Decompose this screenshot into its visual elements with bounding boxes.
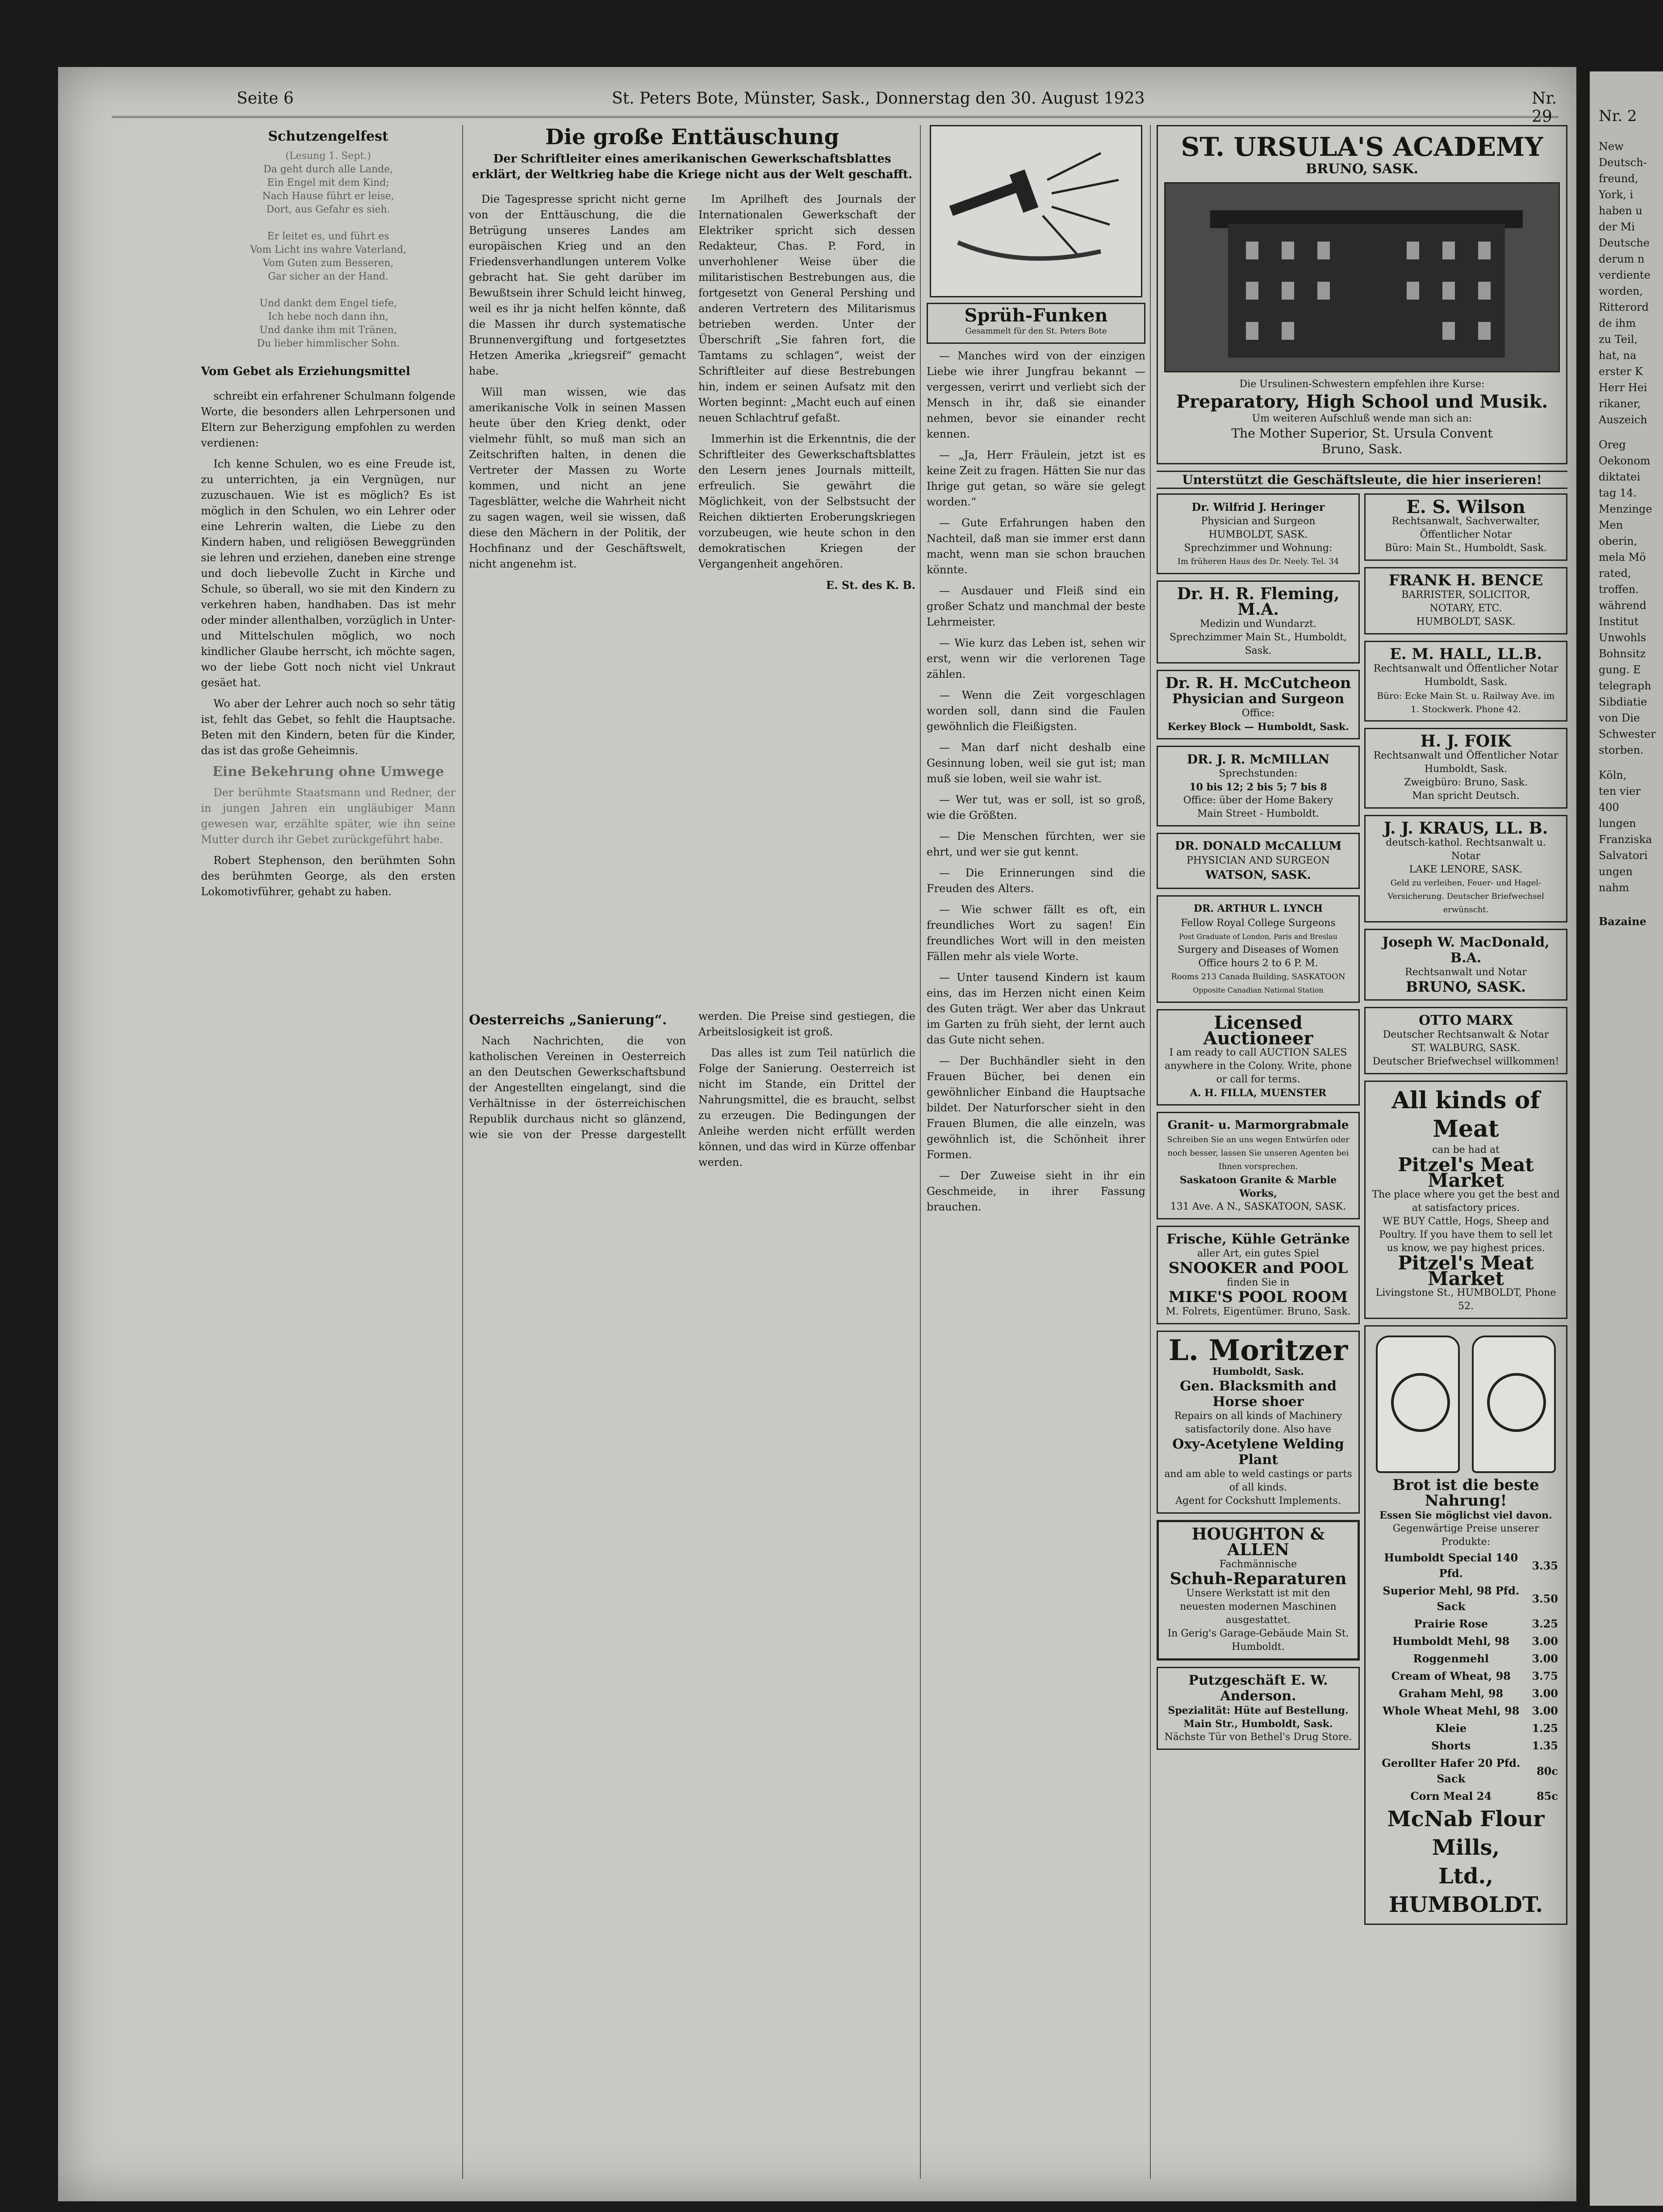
decorative-illustration [930,125,1142,297]
ad-mccallum [1157,833,1360,889]
ads-area [1157,125,1567,2161]
ad-marx [1364,1007,1567,1074]
ad-line: can be had at [1432,1144,1500,1156]
ad-line: LAKE LENORE, SASK. [1409,864,1523,875]
ad-name: Dr. H. R. Fleming, M.A. [1177,584,1340,619]
ad-line: Medizin und Wundarzt. [1199,618,1317,630]
ad-name: E. S. Wilson [1406,497,1525,518]
ad-name: HOUGHTON & ALLEN [1191,1525,1325,1559]
ad-line: ST. WALBURG, SASK. [1411,1043,1521,1054]
article-paragraph: Der berühmte Staatsmann und Redner, der in jungen Jahren ein ungläubiger Mann gewesen war, erzählte später, wie ihn seine Mutter durch ihr Gebet zurückgeführt habe. [201,786,455,846]
academy-courses: Preparatory, High School und Musik. [1176,391,1548,412]
ad-line: Zweigbüro: Bruno, Sask. [1404,777,1528,788]
aphorism: — „Ja, Herr Fräulein, jetzt ist es keine Zeit zu fragen. Hätten Sie nur das Ihrige gut getan, so wäre sie gelegt worden.“ [927,449,1145,508]
price-row: Cream of Wheat, 98 3.75 [1391,1669,1558,1682]
ad-line: aller Art, ein gutes Spiel [1197,1248,1319,1259]
poem-line: Du lieber himmlischer Sohn. [257,338,400,349]
article-paragraph: Ich kenne Schulen, wo es eine Freude ist, zu unterrichten, ja ein Vergnügen, nur zuzuschauen. Wie ist es möglich? Es ist möglich in den Schulen, wo ein Lehrer oder eine Lehrerin walten, die Liebe zu den Kindern haben, und religiösen Beweggründen sie lehren und erziehen, daneben eine strenge und doch liebevolle Zucht in Kirche und Schule, so überall, wo sie mit den Kindern zu verkehren haben, handhaben. Das ist mehr oder minder allenthalben, vorzüglich in Unter- und Mittelschulen möglich, wo noch kindlicher Glaube herrscht, ich möchte sagen, wo der liebe Gott noch nicht viel Unkraut gesäet hat. [201,458,455,689]
ad-line: Fellow Royal College Surgeons [1181,918,1336,929]
ad-line: Rechtsanwalt und Notar [1405,967,1527,978]
ad-line: Kerkey Block — Humboldt, Sask. [1167,721,1349,733]
ad-line: HUMBOLDT, SASK. [1208,529,1308,540]
poem-title: Schutzengelfest [268,129,389,144]
ad-line: Fachmännische [1219,1559,1297,1570]
ad-line: MIKE'S POOL ROOM [1168,1288,1348,1306]
ad-line: Office: über der Home Bakery [1183,795,1333,806]
poem [201,163,455,351]
academy-line: Um weiteren Aufschluß wende man sich an: [1252,413,1472,424]
ad-line: finden Sie in [1227,1277,1290,1288]
aphorism: — Wenn die Zeit vorgeschlagen worden soll, dann sind die Faulen gewöhnlich die Fleißigsten. [927,689,1145,733]
ad-line: Office hours 2 to 6 P. M. [1198,958,1318,969]
ad-line: Gen. Blacksmith and Horse shoer [1179,1378,1337,1410]
article-lead: Der Schriftleiter eines amerikanischen Gewerkschaftsblattes erklärt, der Weltkrieg habe die Kriege nicht aus der Welt geschafft. [472,152,913,181]
flour-sack-image [1376,1336,1460,1473]
ad-flour [1364,1325,1567,1925]
column-3 [927,125,1145,2161]
ad-fleming [1157,580,1360,664]
academy-contact: The Mother Superior, St. Ursula Convent [1231,426,1493,441]
ad-line: In Gerig's Garage-Gebäude Main St. Humboldt. [1167,1628,1349,1653]
ad-line: Deutscher Briefwechsel willkommen! [1372,1056,1559,1067]
ad-line: Rooms 213 Canada Building, SASKATOON [1171,972,1345,981]
ad-line: 131 Ave. A N., SASKATOON, SASK. [1170,1201,1346,1212]
ad-line: Büro: Main St., Humboldt, Sask. [1385,543,1547,554]
poem-line: Ein Engel mit dem Kind; [267,177,389,188]
ad-line: The place where you get the best and at satisfactory prices. [1372,1189,1560,1214]
ad-line: and am able to weld castings or parts of all kinds. [1164,1469,1352,1493]
ad-line: NOTARY, ETC. [1429,603,1502,614]
support-banner: Unterstützt die Geschäftsleute, die hier inserieren! [1157,471,1567,489]
ad-anderson [1157,1667,1360,1750]
ad-line: Sprechstunden: [1219,768,1298,779]
ad-line: Livingstone St., HUMBOLDT, Phone 52. [1375,1287,1556,1312]
aphorism: — Der Zuweise sieht in ihr ein Geschmeide, in ihrer Fassung brauchen. [927,1169,1145,1213]
aphorism: — Unter tausend Kindern ist kaum eins, das im Herzen nicht einen Keim des Guten trägt. Wer aber das Unkraut im Garten zu früh sieht, der lernt auch das Gute nicht sehen. [927,971,1145,1046]
ad-pool [1157,1226,1360,1324]
ad-line: Sprechzimmer und Wohnung: [1184,543,1333,554]
poem-line: Und danke ihm mit Tränen, [259,325,397,336]
poem-line: Nach Hause führt er leise, [262,191,394,202]
ad-line: Rechtsanwalt, Sachverwalter, [1391,516,1540,527]
ad-line: A. H. FILLA, MUENSTER [1190,1087,1327,1099]
hammer-sparks-icon [931,126,1138,293]
ad-name: All kinds of Meat [1391,1087,1540,1143]
price-row: Humboldt Special 140 Pfd. 3.35 [1384,1551,1558,1580]
aphorism: — Der Buchhändler sieht in den Frauen Bücher, bei denen ein gewöhnlicher Einband die Hauptsache bildet. Der Naturforscher sieht in den Frauen Blumen, die alle einzeln, was gewöhnlich ist, die Schönheit ihrer Formen. [927,1055,1145,1161]
ad-line: PHYSICIAN AND SURGEON [1187,855,1330,866]
ad-line: Deutscher Rechtsanwalt & Notar [1383,1029,1549,1040]
ad-line: Humboldt, Sask. [1212,1366,1304,1377]
price-row: Graham Mehl, 98 3.00 [1399,1687,1558,1700]
poem-line: Vom Guten zum Besseren, [263,258,394,269]
ad-line: 10 bis 12; 2 bis 5; 7 bis 8 [1189,781,1327,793]
article-paragraph: Robert Stephenson, den berühmten Sohn des berühmten George, als den ersten Lokomotivführer, gehabt zu haben. [201,854,455,898]
ad-academy [1157,125,1567,464]
ad-granite [1157,1112,1360,1219]
column-banner [927,303,1145,344]
ad-macdonald [1364,929,1567,1001]
newspaper-page [58,67,1576,2201]
column-2 [469,125,915,2161]
ad-line: Spezialität: Hüte auf Bestellung. [1168,1705,1349,1716]
article-paragraph: Nach Nachrichten, die von katholischen Vereinen in Oesterreich an den Deutschen Gewerkschaftsbund der Angestellten eingelangt, sind die Verhältnisse in der österreichischen Republik durchaus nicht so glänzend, wie sie von der Presse dargestellt werden. Die Preise sind gestiegen, die Arbeitslosigkeit ist groß. [469,1010,915,1141]
ad-line: Office: [1241,708,1275,719]
ad-name: Licensed Auctioneer [1203,1012,1313,1049]
ad-line: I am ready to call AUCTION SALES anywhere in the Colony. Write, phone or call for terms. [1164,1047,1352,1085]
article-paragraph: Im Aprilheft des Journals der Internationalen Gewerkschaft der Elektriker spricht sich dessen Redakteur, Chas. P. Ford, in unverhohlener Weise über die militaristischen Bestrebungen aus, die fortgesetzt von General Pershing und anderen Vertretern des Militarismus betrieben werden. Unter der Überschrift „Sie fahren fort, die Tamtams zu schlagen“, weist der Schriftleiter auf diese Bestrebungen hin, indem er seinen Aufsatz mit den Worten beginnt: „Macht euch auf einen neuen Schlachtruf gefaßt. [698,193,915,424]
ad-line: Oxy-Acetylene Welding Plant [1172,1436,1344,1468]
ad-line: Post Graduate of London, Paris and Breslau [1179,932,1337,941]
poem-line: Vom Licht ins wahre Vaterland, [250,244,406,255]
poem-line: Er leitet es, und führt es [267,231,389,242]
poem-subtitle: (Lesung 1. Sept.) [285,150,371,162]
ad-auctioneer [1157,1009,1360,1106]
poem-line: Und dankt dem Engel tiefe, [259,298,397,309]
article-headline: Die große Enttäuschung [545,125,840,150]
ad-company: McNab Flour Mills, [1387,1807,1545,1860]
ad-mcmillan [1157,746,1360,826]
article-paragraph: Wo aber der Lehrer auch noch so sehr tätig ist, fehlt das Gebet, so fehlt die Hauptsache. Beten mit den Kindern, beten für die Kinder, das ist das große Geheimnis. [201,697,455,757]
poem-line: Da geht durch alle Lande, [263,164,393,175]
ad-name: J. J. KRAUS, LL. B. [1383,819,1548,838]
aphorism: — Wie schwer fällt es oft, ein freundliches Wort zu sagen! Ein freundliches Wort will in den meisten Fällen mehr als viele Worte. [927,903,1145,963]
ad-name: DR. ARTHUR L. LYNCH [1194,903,1323,914]
aphorism: — Die Menschen fürchten, wer sie ehrt, und wer sie gut kennt. [927,830,1145,858]
ad-name: DR. J. R. McMILLAN [1187,752,1330,767]
article-subheadline: Oesterreichs „Sanierung“. [469,1012,667,1028]
ad-line: Repairs on all kinds of Machinery satisfactorily done. Also have [1174,1411,1342,1435]
price-row: Shorts 1.35 [1431,1739,1558,1752]
ad-line: Essen Sie möglichst viel davon. [1379,1510,1552,1521]
column-rule [462,125,463,2179]
price-row: Roggenmehl 3.00 [1413,1652,1558,1665]
ad-meat [1364,1081,1567,1319]
ad-hall [1364,641,1567,722]
ad-line: Sprechzimmer Main St., Humboldt, Sask. [1169,632,1347,656]
ad-line: SNOOKER and POOL [1168,1259,1348,1277]
ad-line: Humboldt, Sask. [1424,676,1508,688]
ad-name: Joseph W. MacDonald, B.A. [1382,935,1550,966]
academy-place: BRUNO, SASK. [1305,161,1419,177]
page-number: Seite 6 [237,89,294,108]
ad-line: Surgery and Diseases of Women [1178,944,1339,956]
column-title: Sprüh-Funken [964,305,1108,326]
ads-left [1157,493,1360,1931]
column-rule [920,125,921,2179]
article-paragraph: Das alles ist zum Teil natürlich die Folge der Sanierung. Oesterreich ist nicht im Stande, ein Drittel der Nahrungsmittel, die es braucht, selbst zu erzeugen. Die Bedingungen der Anleihe werden nicht erfüllt werden können, und das wird in Kürze offenbar werden. [698,1047,915,1169]
ad-wilson [1364,493,1567,561]
article-paragraph: Will man wissen, wie das amerikanische Volk in seinen Massen heute über den Krieg denkt, oder vielmehr fühlt, so muß man sich an Zeitschriften halten, in denen die Vertreter der Massen zu Worte kommen, und nicht an jene Tagesblätter, welche die Wahrheit nicht zu sagen wagen, weil sie wissen, daß diese den Mächern in der Politik, der Hochfinanz und der Geschäftswelt, nicht angenehm ist. [469,386,686,570]
issue-number: Nr. 29 [1532,89,1557,126]
ad-line: Nächste Tür von Bethel's Drug Store. [1164,1732,1352,1743]
article-paragraph: Immerhin ist die Erkenntnis, die der Schriftleiter des Gewerkschaftsblattes den Lesern jenes Journals mitteilt, erfreulich. Sie gewährt die Möglichkeit, von der Selbstsucht der Reichen diktierten Eroberungskriegen vorzubeugen, wie heute schon in den demokratischen Kriegen der Vergangenheit angehören. [698,433,915,570]
ad-line: BRUNO, SASK. [1405,978,1526,995]
flour-sacks [1372,1331,1560,1477]
adjacent-page-text: New Deutsch- freund, York, i haben u der Mi Deutsche derum n verdiente worden, Ritterord de ihm zu Teil, hat, na erster K Herr Hei rikaner, Auszeich Oreg Oekonom diktatei tag 14. Menzinge Men oberin, mela Mö rated, troffen. während Institut Unwohls Bohnsitz gung. E telegraph Sibdiatie von Die Schwester storben. Köln, ten vier 400 lungen Franziska Salvatori ungen nahm Bazaine [1599,140,1656,928]
aphorism: — Ausdauer und Fleiß sind ein großer Schatz und manchmal der beste Lehrmeister. [927,584,1145,628]
aphorism: — Die Erinnerungen sind die Freuden des Alters. [927,867,1145,895]
ad-name: OTTO MARX [1419,1013,1513,1028]
ad-line: Main Str., Humboldt, Sask. [1183,1718,1333,1730]
ad-name: FRANK H. BENCE [1388,572,1543,589]
ad-line: Physician and Surgeon [1201,516,1316,527]
ad-line: WATSON, SASK. [1205,868,1311,882]
price-list [1372,1549,1560,1805]
ad-line: Saskatoon Granite & Marble Works, [1179,1174,1337,1199]
ad-name: Putzgeschäft E. W. Anderson. [1188,1673,1328,1704]
ad-line: Im früheren Haus des Dr. Neely. Tel. 34 [1177,557,1339,566]
ad-line: M. Folrets, Eigentümer. Bruno, Sask. [1166,1306,1351,1317]
price-row: Corn Meal 24 85c [1410,1790,1558,1803]
academy-contact-place: Bruno, Sask. [1321,442,1403,456]
ad-line: Büro: Ecke Main St. u. Railway Ave. im 1. Stockwerk. Phone 42. [1377,690,1555,714]
ad-line: Man spricht Deutsch. [1412,790,1520,801]
ad-line: Agent for Cockshutt Implements. [1175,1495,1341,1507]
ad-company: Ltd., HUMBOLDT. [1388,1864,1543,1917]
column-subtitle: Gesammelt für den St. Peters Bote [965,326,1107,336]
article-subheadline: Eine Bekehrung ohne Umwege [212,764,444,780]
ad-line: Geld zu verleihen, Feuer- und Hagel-Versicherung. Deutscher Briefwechsel erwünscht. [1387,878,1544,914]
ad-kraus [1364,815,1567,922]
aphorism: — Manches wird von der einzigen Liebe wie ihrer Jungfrau bekannt — vergessen, verirrt und verliebt sich der Mensch in ihr, daß sie einander nehmen, bevor sie einander recht kennen. [927,350,1145,440]
article-body-2 [469,1009,915,2036]
ad-name: L. Moritzer [1168,1334,1348,1367]
ad-name: Dr. R. H. McCutcheon [1165,674,1351,692]
price-row: Superior Mehl, 98 Pfd. Sack 3.50 [1383,1584,1558,1613]
academy-title: ST. URSULA'S ACADEMY [1181,132,1543,162]
article-signature: E. St. des K. B. [826,579,915,592]
flour-sack-image [1472,1336,1556,1473]
academy-line: Die Ursulinen-Schwestern empfehlen ihre Kurse: [1239,379,1485,390]
poem-line: Gar sicher an der Hand. [268,271,389,282]
ad-line: Opposite Canadian National Station [1193,986,1324,994]
adjacent-page-strip [1590,71,1663,2206]
ad-name: Frische, Kühle Getränke [1166,1231,1350,1247]
ad-line: Pitzel's Meat Market [1398,1154,1534,1191]
ad-line: Gegenwärtige Preise unserer Produkte: [1392,1523,1539,1548]
ad-line: BARRISTER, SOLICITOR, [1401,589,1530,601]
ad-lynch [1157,895,1360,1003]
poem-line: Dort, aus Gefahr es sieh. [266,204,390,215]
article-body [469,192,915,1009]
price-row: Kleie 1.25 [1435,1722,1558,1735]
ad-line: Main Street - Humboldt. [1197,808,1320,819]
price-row: Prairie Rose 3.25 [1414,1617,1558,1630]
ad-moritzer [1157,1331,1360,1514]
ad-name: Granit- u. Marmorgrabmale [1167,1119,1349,1132]
masthead-line: St. Peters Bote, Münster, Sask., Donnerstag den 30. August 1923 [612,89,1145,108]
ad-line: Pitzel's Meat Market [1398,1252,1534,1290]
ads-right [1364,493,1567,1931]
aphorism: — Wie kurz das Leben ist, sehen wir erst, wenn wir die verlorenen Tage zählen. [927,637,1145,680]
column-rule [1150,125,1151,2179]
ad-bence [1364,567,1567,634]
ad-houghton [1157,1520,1360,1661]
article-headline: Vom Gebet als Erziehungsmittel [201,365,410,378]
price-row: Whole Wheat Mehl, 98 3.00 [1383,1704,1558,1717]
ad-line: Schreiben Sie an uns wegen Entwürfen oder noch besser, lassen Sie unseren Agenten bei Ihnen vorsprechen. [1167,1135,1350,1171]
article-paragraph: schreibt ein erfahrener Schulmann folgende Worte, die besonders allen Lehrpersonen und Eltern zur Beherzigung empfohlen zu werden verdienen: [201,390,455,449]
aphorism: — Wer tut, was er soll, ist so groß, wie die Größten. [927,793,1145,822]
ad-line: Unsere Werkstatt ist mit den neuesten modernen Maschinen ausgestattet. [1180,1588,1337,1626]
ad-line: WE BUY Cattle, Hogs, Sheep and Poultry. If you have them to sell let us know, we pay highest prices. [1379,1216,1553,1254]
ads-grid [1157,493,1567,1931]
ad-line: Physician and Surgeon [1172,691,1345,707]
ad-name: DR. DONALD McCALLUM [1174,839,1342,853]
ad-line: deutsch-kathol. Rechtsanwalt u. Notar [1386,837,1546,862]
ad-heringer [1157,493,1360,574]
ad-name: H. J. FOIK [1420,732,1512,751]
adjacent-page-header: Nr. 2 [1599,107,1637,125]
ad-name: Dr. Wilfrid J. Heringer [1191,501,1325,513]
ad-line: Rechtsanwalt und Öffentlicher Notar [1373,750,1559,761]
aphorism: — Man darf nicht deshalb eine Gesinnung loben, weil sie gut ist; man muß sie loben, weil sie wahr ist. [927,741,1145,785]
ad-mccutcheon [1157,670,1360,739]
aphorism: — Gute Erfahrungen haben den Nachteil, daß man sie immer erst dann macht, wenn man sie schon brauchen könnte. [927,517,1145,576]
ad-line: Rechtsanwalt und Öffentlicher Notar [1373,663,1559,674]
page-header [112,85,1559,126]
ad-name: Brot ist die beste Nahrung! [1392,1476,1539,1510]
price-row: Humboldt Mehl, 98 3.00 [1392,1635,1558,1648]
article-paragraph: Die Tagespresse spricht nicht gerne von der Enttäuschung, die die Betrügung unseres Landes am europäischen Krieg und an den Friedensverhandlungen unterem Volke gebracht hat. Sie geht darüber im Bewußtsein ihrer Schuld leicht hinweg, weil es ihr ja nicht helfen könnte, daß die Massen ihr durch systematische Brunnenvergiftung und fortgesetztes Hetzen Amerika „kriegsreif“ gemacht habe. [469,193,686,377]
academy-building-image [1164,182,1560,372]
ad-foik [1364,728,1567,809]
ad-name: E. M. HALL, LL.B. [1389,645,1542,663]
ad-line: Schuh-Reparaturen [1170,1569,1347,1588]
column-1 [201,125,455,2161]
poem-line: Ich hebe noch dann ihn, [268,311,389,322]
ad-line: Humboldt, Sask. [1424,764,1508,775]
price-row: Gerollter Hafer 20 Pfd. Sack 80c [1382,1757,1558,1785]
ad-line: HUMBOLDT, SASK. [1416,616,1516,627]
ad-line: Öffentlicher Notar [1420,529,1512,540]
